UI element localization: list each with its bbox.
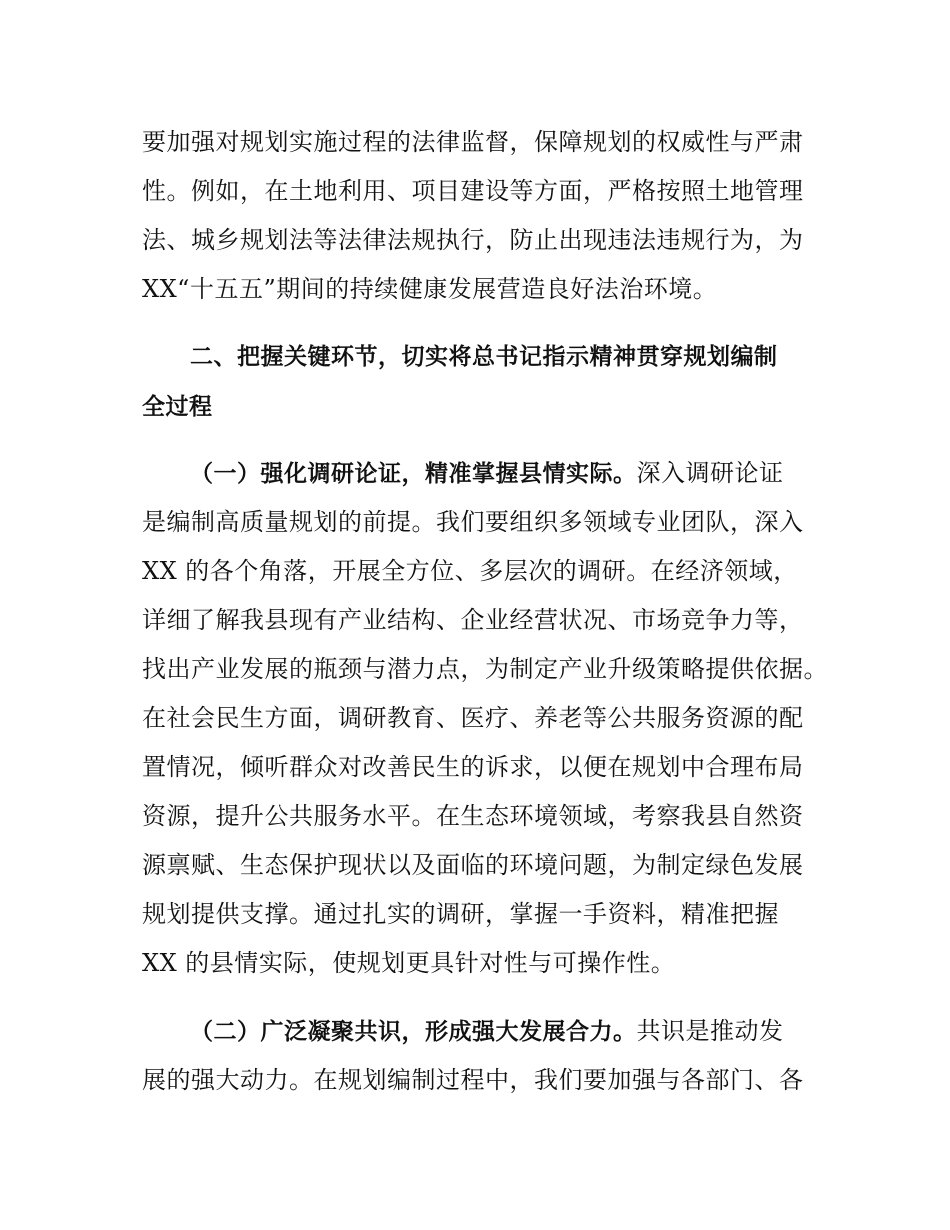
section-heading: 全过程 [142,394,213,420]
body-text-line: 源禀赋、生态保护现状以及面临的环境问题，为制定绿色发展 [142,851,804,879]
subsection-title: （二）广泛凝聚共识，形成强大发展合力。 [190,1019,637,1045]
body-text-line: 资源，提升公共服务水平。在生态环境领域，考察我县自然资 [142,802,804,830]
body-text-line: 详细了解我县现有产业结构、企业经营状况、市场竞争力等， [142,606,804,634]
body-text-line: 要加强对规划实施过程的法律监督，保障规划的权威性与严肃 [142,128,804,156]
body-text-line: 在社会民生方面，调研教育、医疗、养老等公共服务资源的配 [142,704,804,732]
body-text-line: 规划提供支撑。通过扎实的调研，掌握一手资料，精准把握 [142,900,779,928]
body-text-line: XX 的县情实际，使规划更具针对性与可操作性。 [142,949,676,977]
body-text-line: XX“十五五”期间的持续健康发展营造良好法治环境。 [142,275,718,303]
subsection-title: （一）强化调研论证，精准掌握县情实际。 [190,461,637,487]
body-text-line: 性。例如，在土地利用、项目建设等方面，严格按照土地管理 [142,177,804,205]
body-text-line: 找出产业发展的瓶颈与潜力点，为制定产业升级策略提供依据。 [142,655,828,683]
section-heading: 二、把握关键环节，切实将总书记指示精神贯穿规划编制 [190,344,778,370]
body-text: 共识是推动发 [636,1017,784,1045]
body-text: 深入调研论证 [636,459,784,487]
body-text-line: 展的强大动力。在规划编制过程中，我们要加强与各部门、各 [142,1066,804,1094]
body-text-line: 法、城乡规划法等法律法规执行，防止出现违法违规行为，为 [142,226,804,254]
subsection-first-line [190,1016,784,1047]
subsection-first-line [190,458,784,489]
body-text-line: 是编制高质量规划的前提。我们要组织多领域专业团队，深入 [142,508,804,536]
body-text-line: 置情况，倾听群众对改善民生的诉求，以便在规划中合理布局 [142,753,804,781]
body-text-line: XX 的各个角落，开展全方位、多层次的调研。在经济领域， [142,557,798,585]
